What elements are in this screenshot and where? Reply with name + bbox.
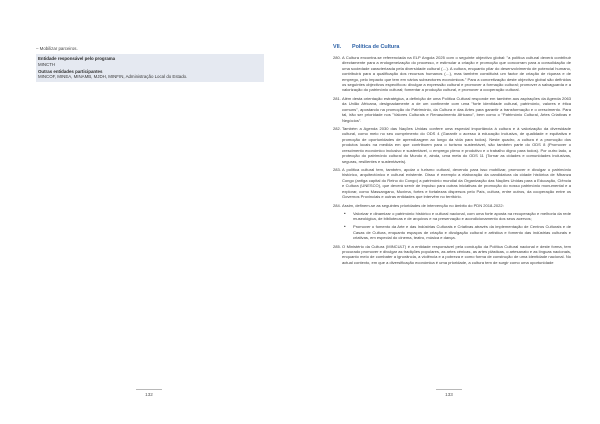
page-number: 132 [145, 392, 153, 397]
section-title: Política de Cultura [352, 44, 400, 50]
responsible-entity-label: Entidade responsável pelo programa [38, 56, 116, 61]
bullet-item [333, 211, 571, 222]
priority-bullet-list [333, 211, 571, 240]
paragraph-number: 285. [333, 243, 341, 249]
right-page [300, 0, 600, 424]
paragraph [333, 55, 571, 93]
section-body [333, 55, 571, 268]
section-number: VII. [333, 44, 342, 50]
paragraph [333, 203, 571, 208]
paragraph-text: A política cultural tem, também, apoiar o turismo cultural, devendo para isso mobilizar, promover e divulgar o património histórico, arquitectónico e cultural existente. Disso é exemplo a elaboração da candidatura da cidade histórica de Mbanza Congo (antiga capital do Reino do Congo) a património mundial da Organização das Nações Unidas para a Educação, Ciência e Cultura (UNESCO), que deverá servir de impulso para outras iniciativas de promoção do nosso património monumental e a explorar, como Massangano, Muxima, fortes e fortalezas dispersos pelo País, cultura, entre outros, da cooperação entre os Governos Provinciais e outras entidades que intervêm no território. [342, 167, 571, 200]
paragraph-number: 283. [333, 167, 341, 172]
paragraph-text: Assim, definem-se as seguintes prioridades de intervenção no âmbito do PDN 2018-2022: [342, 202, 504, 208]
paragraph-number: 284. [333, 202, 341, 208]
bullet-text: Valorizar e dinamizar o património histórico e cultural nacional, com uma forte aposta na recuperação e melhoria da rede museológica, de bibliotecas e de arquivos e na preservação e acondicionamento dos seus acervos; [353, 211, 571, 222]
program-info-box [36, 54, 264, 82]
paragraph [333, 96, 571, 123]
section-heading [333, 44, 399, 50]
paragraph-number: 282. [333, 126, 341, 132]
paragraph-text: A Cultura encontra-se referenciada na ELP Angola 2025 com o seguinte objectivo global: "a política cultural deverá contribuir directamente para a endogeneização do processo, e estimular a criação e promoção que concorram para a consolidação de uma sociedade caracterizada pela diversidade cultural (…). A cultura, enquanto pilar do desenvolvimento de potencial humano, contribuirá para a qualificação dos recursos humanos (…), mas também constituirá um factor de criação de riqueza e de emprego, pelo impacto que tem em vários subsectores económicos." Para a concretização deste objectivo global são definidos os seguintes objectivos específicos: divulgar a expressão cultural e promover a formação cultural; promover a salvaguarda e a valorização do património cultural; fomentar a produção cultural, e promover a cooperação cultural. [342, 55, 571, 93]
bullet-dot-icon: • [344, 224, 346, 230]
page-number: 133 [445, 392, 453, 397]
bullet-text: Promover o fomento da Arte e das Indústrias Culturais e Criativas através da implementação de Centros Culturais e de Casas de Cultura, enquanto espaços de criação e divulgação cultural e artística e fomento das indústrias culturais e criativas, em especial do cinema, teatro, música e dança. [353, 224, 571, 241]
paragraph [333, 126, 571, 164]
footer-rule [136, 389, 162, 390]
footer-rule [436, 389, 462, 390]
participating-entities-label: Outras entidades participantes [38, 68, 103, 74]
paragraph-number: 280. [333, 55, 341, 60]
paragraph-text: Além desta orientação estratégica, a definição de uma Política Cultural responde em também aos aspirações da Agenda 2063 da União Africana, designadamente a de um continente com uma "forte identidade cultural, património, valores e ética comuns", apostando na promoção do Património, da Cultura e das Artes para garantir a transformação e o crescimento. Para tal, irão ser prioridade nos "Valores Culturais e Renascimento Africano", bem como o "Património Cultural, Artes Criativas e Negócios". [342, 95, 571, 123]
participating-entities-value: MINCOF, MINEA, MINAMB, MJDH, MINFIN, Administração Local do Estado. [38, 74, 188, 79]
paragraph-text: Também a Agenda 2030 das Nações Unidas confere uma especial importância à cultura e à valorização da diversidade cultural, como meio no seu cumprimento do ODS 4 (Garantir o acesso à educação inclusiva, de qualidade e equitativa e promoção de oportunidades de aprendizagem ao longo da vida para todos). Neste quadro, a cultura é a promoção dos produtos locais na medida em que contribuem para o turismo sustentável, são também parte do ODS 8 (Promover o crescimento económico inclusivo e sustentável, o emprego pleno e produtivo e o trabalho digno para todos). Por outro lado, a protecção do património cultural do Mundo é, ainda, uma meta do ODS 11 (Tornar as cidades e comunidades inclusivas, seguras, resilientes e sustentáveis). [342, 126, 571, 164]
paragraph [333, 244, 571, 266]
paragraph-text: O Ministério da Cultura (MINCULT) é a entidade responsável pela condução da Política Cultural nacional e deste forma, tem procurado promover e divulgar as tradições populares, as artes cénicas, as artes plásticas, o artesanato e as línguas nacionais, enquanto meio de combater a ignorância, a violência e a pobreza e como forma de construção de uma identidade nacional. No actual contexto, em que a diversificação económica é uma prioridade, a cultura tem de surgir como uma oportunidade [342, 243, 571, 265]
dash-list-item: – Mobilizar parceiros. [36, 46, 78, 51]
paragraph-number: 281. [333, 95, 341, 101]
responsible-entity-value: MINCTH [38, 61, 56, 67]
paragraph [333, 167, 571, 199]
bullet-dot-icon: • [344, 211, 346, 217]
bullet-item [333, 224, 571, 240]
